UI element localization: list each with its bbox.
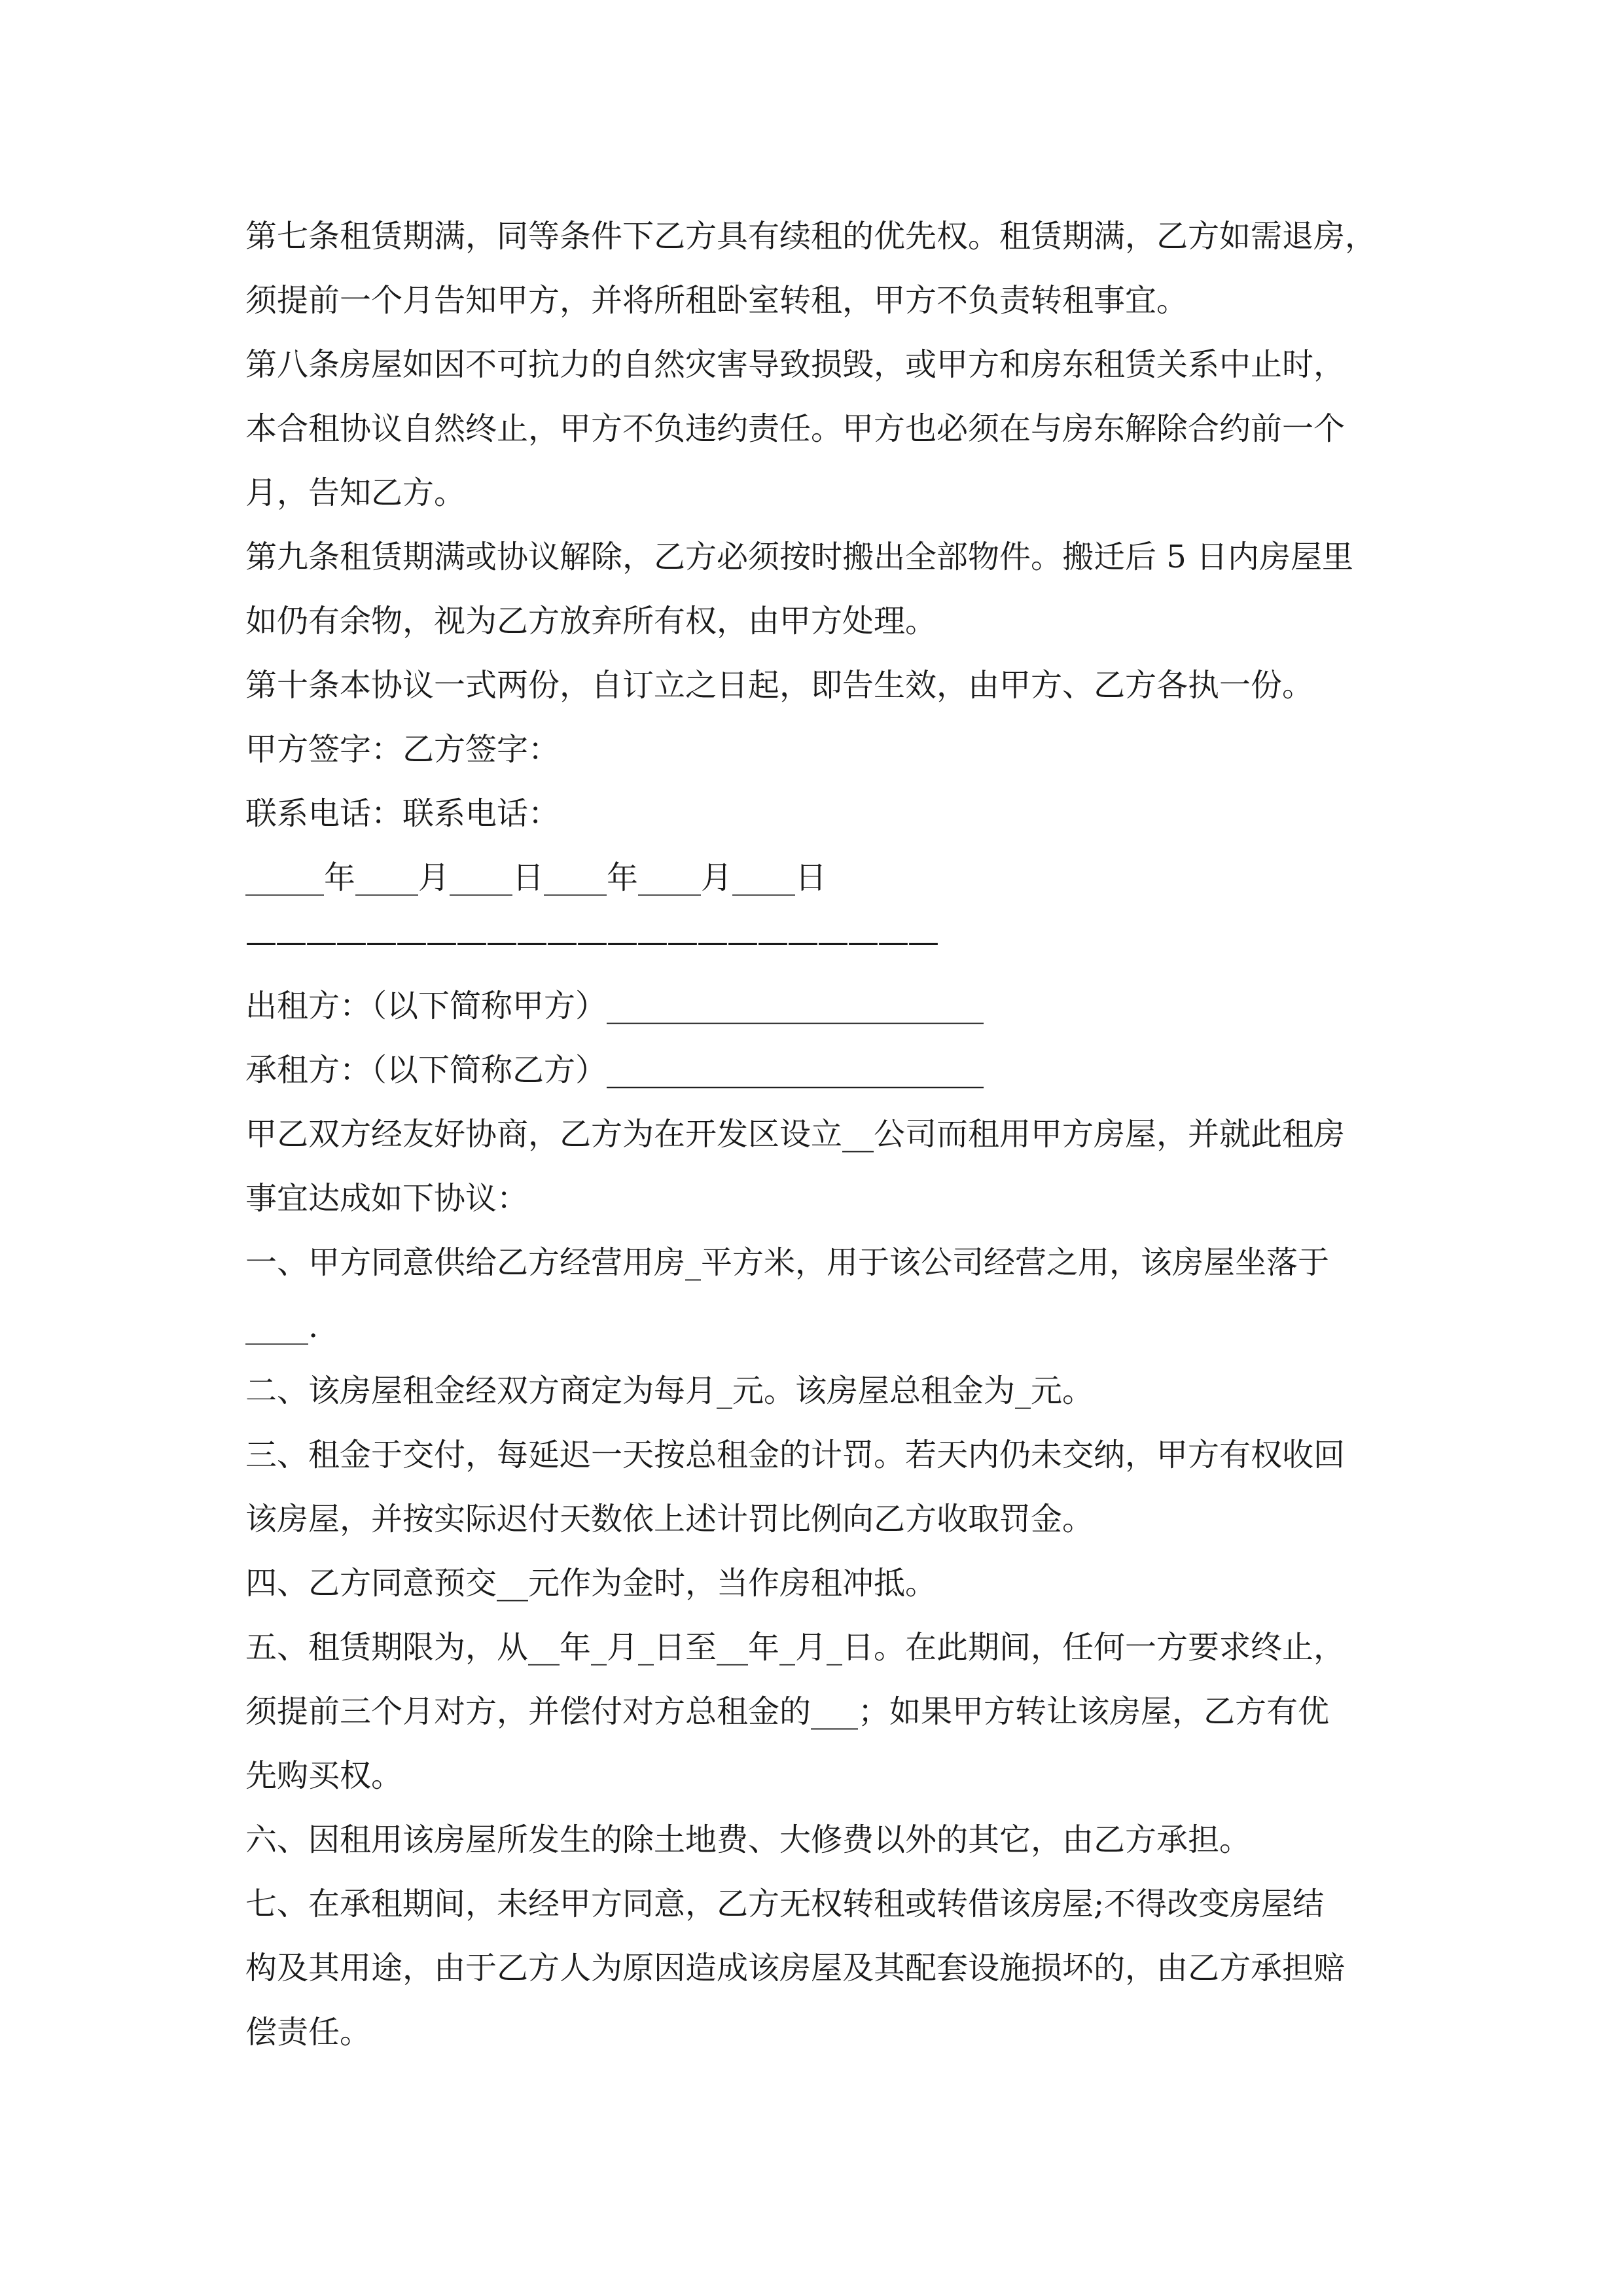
document-body <box>245 204 1410 2064</box>
item-4-line-1: 四、乙方同意预交__元作为金时，当作房租冲抵。 <box>245 1565 937 1602</box>
clause-8-line-2: 本合租协议自然终止，甲方不负违约责任。甲方也必须在与房东解除合约前一个 <box>245 410 1346 447</box>
clause-7-line-2: 须提前一个月告知甲方，并将所租卧室转租，甲方不负责转租事宜。 <box>245 282 1188 319</box>
item-5-line-2: 须提前三个月对方，并偿付对方总租金的___；如果甲方转让该房屋，乙方有优 <box>245 1693 1330 1730</box>
clause-10-line-1: 第十条本协议一式两份，自订立之日起，即告生效，由甲方、乙方各执一份。 <box>245 667 1314 704</box>
item-3-line-1: 三、租金于交付，每延迟一天按总租金的计罚。若天内仍未交纳，甲方有权收回 <box>245 1437 1346 1473</box>
item-2-line-1: 二、该房屋租金经双方商定为每月_元。该房屋总租金为_元。 <box>245 1372 1094 1409</box>
item-7-line-3: 偿责任。 <box>245 2014 372 2051</box>
item-7-line-1: 七、在承租期间，未经甲方同意，乙方无权转租或转借该房屋;不得改变房屋结 <box>245 1886 1325 1922</box>
clause-8-line-3: 月，告知乙方。 <box>245 475 466 511</box>
clause-9-line-1: 第九条租赁期满或协议解除，乙方必须按时搬出全部物件。搬迁后 5 日内房屋里 <box>245 539 1354 575</box>
item-1-line-2: ____. <box>245 1308 319 1345</box>
item-3-line-2: 该房屋，并按实际迟付天数依上述计罚比例向乙方收取罚金。 <box>245 1501 1094 1537</box>
preamble-line-2: 事宜达成如下协议： <box>245 1180 529 1217</box>
item-5-line-1: 五、租赁期限为，从__年_月_日至__年_月_日。在此期间，任何一方要求终止， <box>245 1629 1346 1666</box>
item-6-line-1: 六、因租用该房屋所发生的除土地费、大修费以外的其它，由乙方承担。 <box>245 1821 1251 1858</box>
clause-9-line-2: 如仍有余物，视为乙方放弃所有权，由甲方处理。 <box>245 603 937 639</box>
lessee-line: 承租方：（以下简称乙方）________________________ <box>245 1052 984 1088</box>
phone-line: 联系电话：联系电话： <box>245 795 560 832</box>
signature-line: 甲方签字：乙方签字： <box>245 731 560 768</box>
clause-7-line-1: 第七条租赁期满，同等条件下乙方具有续租的优先权。租赁期满，乙方如需退房， <box>245 218 1377 255</box>
item-1-line-1: 一、甲方同意供给乙方经营用房_平方米，用于该公司经营之用，该房屋坐落于 <box>245 1244 1330 1281</box>
preamble-line-1: 甲乙双方经友好协商，乙方为在开发区设立__公司而租用甲方房屋，并就此租房 <box>245 1116 1346 1153</box>
lessor-line: 出租方：（以下简称甲方）________________________ <box>245 988 984 1024</box>
item-5-line-3: 先购买权。 <box>245 1757 403 1794</box>
date-line: _____年____月____日____年____月____日 <box>245 859 827 896</box>
clause-8-line-1: 第八条房屋如因不可抗力的自然灾害导致损毁，或甲方和房东租赁关系中止时， <box>245 346 1346 383</box>
separator-line: ——————————————————————— <box>245 924 938 960</box>
item-7-line-2: 构及其用途，由于乙方人为原因造成该房屋及其配套设施损坏的，由乙方承担赔 <box>245 1950 1346 1986</box>
